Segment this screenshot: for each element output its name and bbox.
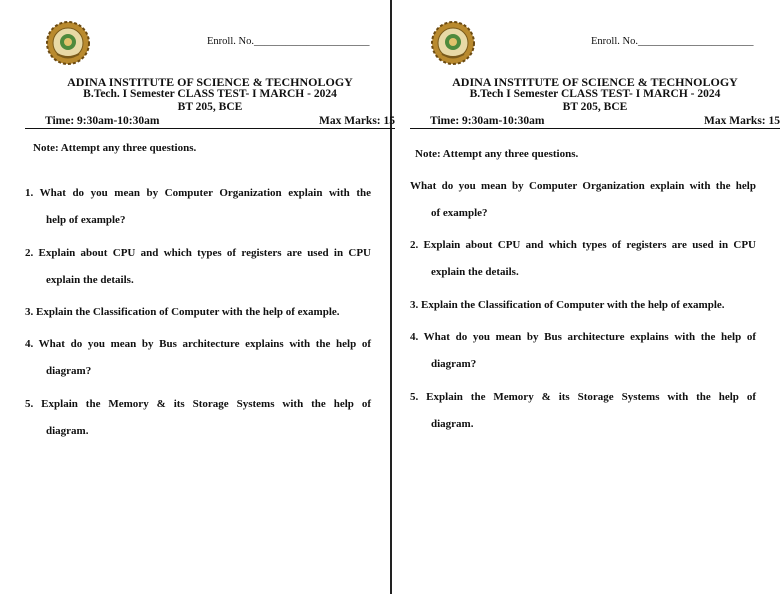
question-continuation: diagram. bbox=[46, 425, 89, 437]
institute-name: ADINA INSTITUTE OF SCIENCE & TECHNOLOGY bbox=[67, 75, 353, 89]
left-question-paper bbox=[25, 0, 395, 594]
question-continuation: of example? bbox=[431, 207, 488, 219]
institute-logo bbox=[430, 20, 476, 66]
question-continuation: help of example? bbox=[46, 214, 126, 226]
time-marks-row bbox=[410, 114, 780, 129]
question-1 bbox=[410, 173, 756, 227]
question-3 bbox=[25, 299, 371, 326]
question-text: 5. Explain the Memory & its Storage Systems with the help of bbox=[410, 391, 756, 403]
enroll-number-field: Enroll. No.______________________ bbox=[591, 36, 754, 47]
question-text: 5. Explain the Memory & its Storage Systems with the help of bbox=[25, 398, 371, 410]
instruction-note: Note: Attempt any three questions. bbox=[33, 142, 197, 154]
question-text: 1. What do you mean by Computer Organization explain with the bbox=[25, 187, 371, 199]
max-marks: Max Marks: 15 bbox=[703, 115, 780, 127]
question-continuation: diagram. bbox=[431, 418, 474, 430]
question-5 bbox=[410, 384, 756, 438]
course-code: BT 205, BCE bbox=[177, 101, 243, 113]
question-text: 2. Explain about CPU and which types of registers are used in CPU bbox=[25, 247, 371, 259]
question-text: What do you mean by Computer Organization explain with the help bbox=[410, 180, 756, 192]
time-marks-row bbox=[25, 114, 395, 129]
exam-time: Time: 9:30am-10:30am bbox=[45, 115, 160, 127]
enroll-number-field: Enroll. No.______________________ bbox=[207, 36, 370, 47]
question-text: 2. Explain about CPU and which types of registers are used in CPU bbox=[410, 239, 756, 251]
question-text: 4. What do you mean by Bus architecture explains with the help of bbox=[25, 338, 371, 350]
right-question-paper bbox=[410, 0, 780, 594]
question-5 bbox=[25, 391, 371, 445]
question-4 bbox=[410, 324, 756, 378]
institute-name: ADINA INSTITUTE OF SCIENCE & TECHNOLOGY bbox=[452, 75, 738, 89]
question-3 bbox=[410, 292, 756, 319]
question-continuation: diagram? bbox=[431, 358, 477, 370]
exam-title: B.Tech. I Semester CLASS TEST- I MARCH - 2024 bbox=[83, 88, 337, 100]
question-continuation: diagram? bbox=[46, 365, 92, 377]
question-4 bbox=[25, 331, 371, 385]
question-text: 4. What do you mean by Bus architecture explains with the help of bbox=[410, 331, 756, 343]
max-marks: Max Marks: 15 bbox=[318, 115, 395, 127]
instruction-note: Note: Attempt any three questions. bbox=[415, 148, 579, 160]
question-2 bbox=[410, 232, 756, 286]
question-text: 3. Explain the Classification of Computer with the help of example. bbox=[410, 299, 725, 311]
course-code: BT 205, BCE bbox=[562, 101, 628, 113]
question-text: 3. Explain the Classification of Computer with the help of example. bbox=[25, 306, 340, 318]
question-continuation: explain the details. bbox=[431, 266, 519, 278]
question-continuation: explain the details. bbox=[46, 274, 134, 286]
question-1 bbox=[25, 180, 371, 234]
institute-logo bbox=[45, 20, 91, 66]
exam-time: Time: 9:30am-10:30am bbox=[430, 115, 545, 127]
question-2 bbox=[25, 240, 371, 294]
exam-title: B.Tech I Semester CLASS TEST- I MARCH - 2024 bbox=[469, 88, 721, 100]
